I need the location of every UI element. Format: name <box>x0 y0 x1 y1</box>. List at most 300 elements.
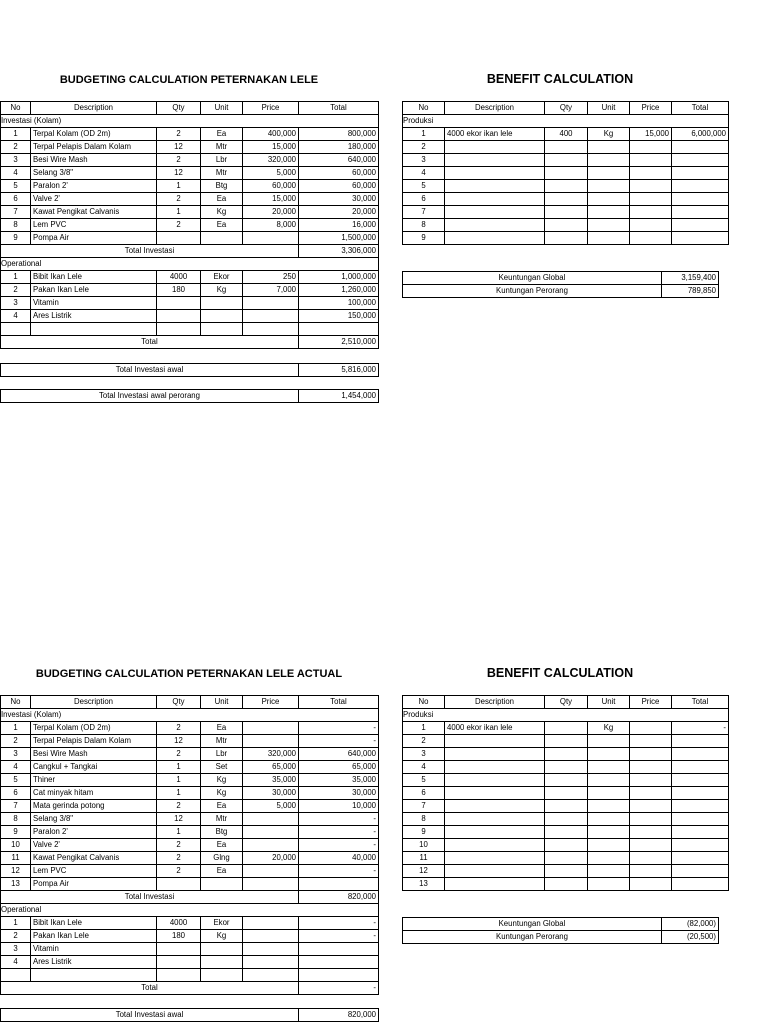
row-unit <box>201 943 243 956</box>
row-description <box>445 167 545 180</box>
row-qty <box>545 761 588 774</box>
row-price: 7,000 <box>243 284 299 297</box>
row-qty <box>545 774 588 787</box>
row-description <box>445 193 545 206</box>
row-price <box>630 878 672 891</box>
row-total: - <box>299 930 379 943</box>
table-row <box>1 271 379 284</box>
operational-section-label: Operational <box>1 904 379 917</box>
row-qty <box>157 232 201 245</box>
header-total: Total <box>672 696 729 709</box>
row-price <box>243 930 299 943</box>
header-row <box>1 696 379 709</box>
row-total: 800,000 <box>299 128 379 141</box>
row-qty: 12 <box>157 813 201 826</box>
row-total <box>672 800 729 813</box>
row-total <box>299 969 379 982</box>
row-total: - <box>299 826 379 839</box>
row-qty <box>157 943 201 956</box>
row-qty <box>545 748 588 761</box>
row-price <box>630 852 672 865</box>
row-no: 8 <box>1 219 31 232</box>
row-price <box>243 232 299 245</box>
row-unit <box>588 761 630 774</box>
row-no: 1 <box>1 128 31 141</box>
row-total <box>672 232 729 245</box>
row-no: 2 <box>403 735 445 748</box>
row-price <box>630 722 672 735</box>
row-qty <box>157 969 201 982</box>
row-unit <box>201 956 243 969</box>
row-no: 8 <box>1 813 31 826</box>
row-no: 1 <box>403 722 445 735</box>
row-unit: Ea <box>201 128 243 141</box>
row-total: - <box>299 839 379 852</box>
header-description: Description <box>31 696 157 709</box>
row-description <box>445 206 545 219</box>
row-no: 6 <box>1 193 31 206</box>
row-total: - <box>299 735 379 748</box>
row-description <box>445 774 545 787</box>
row-no: 9 <box>403 826 445 839</box>
row-price <box>243 969 299 982</box>
table-row <box>1 839 379 852</box>
header-no: No <box>1 102 31 115</box>
total-operational-row-label: Total <box>1 336 299 349</box>
table-row <box>1 167 379 180</box>
row-qty <box>545 722 588 735</box>
row-unit: Kg <box>201 774 243 787</box>
row-description: Paralon 2' <box>31 180 157 193</box>
row-price: 400,000 <box>243 128 299 141</box>
row-description: Vitamin <box>31 943 157 956</box>
row-qty <box>545 865 588 878</box>
row-unit: Ea <box>201 722 243 735</box>
row-qty <box>545 787 588 800</box>
row-qty: 1 <box>157 826 201 839</box>
table-row <box>1 154 379 167</box>
table-row <box>1 943 379 956</box>
row-price <box>243 878 299 891</box>
row-qty: 12 <box>157 167 201 180</box>
row-price: 20,000 <box>243 852 299 865</box>
row-description: Valve 2' <box>31 193 157 206</box>
row-total: 640,000 <box>299 154 379 167</box>
benefit-actual-title: BENEFIT CALCULATION <box>486 666 634 680</box>
row-total <box>672 219 729 232</box>
row-total: 40,000 <box>299 852 379 865</box>
table-row <box>403 722 729 735</box>
row-total <box>672 852 729 865</box>
row-description <box>445 800 545 813</box>
produksi-section <box>403 115 729 128</box>
row-total <box>672 735 729 748</box>
row-unit: Btg <box>201 180 243 193</box>
table-row <box>403 206 729 219</box>
row-no: 13 <box>1 878 31 891</box>
row-unit <box>588 206 630 219</box>
budget-table <box>0 101 379 349</box>
keuntungan-global-label: Keuntungan Global <box>403 272 662 285</box>
row-price <box>630 193 672 206</box>
row-no: 12 <box>403 865 445 878</box>
row-description: Terpal Kolam (OD 2m) <box>31 128 157 141</box>
row-no: 2 <box>1 930 31 943</box>
row-unit: Ekor <box>201 271 243 284</box>
row-total <box>299 878 379 891</box>
row-no: 2 <box>1 141 31 154</box>
header-row <box>403 102 729 115</box>
row-price: 20,000 <box>243 206 299 219</box>
row-no: 3 <box>403 748 445 761</box>
row-price <box>243 813 299 826</box>
row-price: 15,000 <box>243 141 299 154</box>
row-qty: 12 <box>157 735 201 748</box>
row-unit <box>588 141 630 154</box>
row-unit <box>588 878 630 891</box>
investasi-section-label: Investasi (Kolam) <box>1 709 379 722</box>
keuntungan-global-label: Keuntungan Global <box>403 918 662 931</box>
row-no: 3 <box>403 154 445 167</box>
row-no <box>1 323 31 336</box>
header-row <box>403 696 729 709</box>
table-row <box>403 865 729 878</box>
total-investasi-row-label: Total Investasi <box>1 891 299 904</box>
row-price <box>630 206 672 219</box>
row-unit <box>201 310 243 323</box>
operational-section <box>1 904 379 917</box>
row-no: 10 <box>1 839 31 852</box>
row-price: 5,000 <box>243 800 299 813</box>
row-price <box>630 774 672 787</box>
row-qty <box>545 852 588 865</box>
row-description: Besi Wire Mash <box>31 748 157 761</box>
row-unit <box>201 878 243 891</box>
row-no: 2 <box>1 735 31 748</box>
row-no: 1 <box>1 722 31 735</box>
row-unit <box>588 852 630 865</box>
row-total: - <box>299 722 379 735</box>
row-no: 3 <box>1 748 31 761</box>
table-row <box>1 930 379 943</box>
row-total: 1,500,000 <box>299 232 379 245</box>
operational-section-label: Operational <box>1 258 379 271</box>
row-no: 6 <box>1 787 31 800</box>
total-awal-table <box>0 363 379 377</box>
row-qty: 2 <box>157 219 201 232</box>
row-price <box>630 154 672 167</box>
row-price <box>243 943 299 956</box>
table-row <box>403 735 729 748</box>
row-description <box>445 154 545 167</box>
row-unit <box>588 826 630 839</box>
row-description: Kawat Pengikat Calvanis <box>31 852 157 865</box>
row-price <box>630 826 672 839</box>
table-row <box>1 297 379 310</box>
row-total: 180,000 <box>299 141 379 154</box>
row-qty: 2 <box>157 865 201 878</box>
row-total <box>672 774 729 787</box>
row-total <box>672 180 729 193</box>
row-description: Selang 3/8" <box>31 813 157 826</box>
row-total: 30,000 <box>299 193 379 206</box>
header-price: Price <box>243 102 299 115</box>
total-investasi-row-label: Total Investasi <box>1 245 299 258</box>
table-row <box>1 206 379 219</box>
row-description <box>31 969 157 982</box>
keuntungan-global-row <box>403 918 719 931</box>
header-total: Total <box>672 102 729 115</box>
row-description <box>445 878 545 891</box>
row-description <box>445 826 545 839</box>
row-price <box>630 865 672 878</box>
row-qty: 400 <box>545 128 588 141</box>
row-no: 3 <box>1 154 31 167</box>
total-investasi-row <box>1 891 379 904</box>
row-description: Valve 2' <box>31 839 157 852</box>
table-row <box>403 839 729 852</box>
row-total <box>299 943 379 956</box>
row-qty: 2 <box>157 800 201 813</box>
row-description: 4000 ekor ikan lele <box>445 722 545 735</box>
row-price <box>630 180 672 193</box>
row-qty <box>157 878 201 891</box>
row-price <box>243 735 299 748</box>
row-total <box>299 323 379 336</box>
row-total: 640,000 <box>299 748 379 761</box>
keuntungan-perorang-label: Kuntungan Perorang <box>403 931 662 944</box>
row-unit: Mtr <box>201 141 243 154</box>
row-total: 16,000 <box>299 219 379 232</box>
row-unit: Kg <box>201 284 243 297</box>
row-qty: 2 <box>157 839 201 852</box>
row-price <box>243 956 299 969</box>
row-unit: Ea <box>201 839 243 852</box>
table-row <box>1 787 379 800</box>
row-description: Pakan Ikan Lele <box>31 930 157 943</box>
row-unit <box>201 323 243 336</box>
row-total: 60,000 <box>299 167 379 180</box>
row-qty <box>545 800 588 813</box>
row-total <box>672 839 729 852</box>
row-description: Terpal Kolam (OD 2m) <box>31 722 157 735</box>
table-row <box>403 219 729 232</box>
row-price: 60,000 <box>243 180 299 193</box>
row-unit: Lbr <box>201 748 243 761</box>
table-row <box>403 826 729 839</box>
budget-title: BUDGETING CALCULATION PETERNAKAN LELE <box>59 74 319 86</box>
row-qty <box>545 167 588 180</box>
total-investasi-row-value: 820,000 <box>299 891 379 904</box>
keuntungan-perorang-row <box>403 931 719 944</box>
row-total <box>672 167 729 180</box>
table-row <box>1 141 379 154</box>
header-price: Price <box>243 696 299 709</box>
header-unit: Unit <box>201 102 243 115</box>
row-qty <box>157 310 201 323</box>
row-qty: 2 <box>157 722 201 735</box>
row-description: Besi Wire Mash <box>31 154 157 167</box>
row-no: 4 <box>403 167 445 180</box>
row-description: Pompa Air <box>31 878 157 891</box>
row-unit: Ekor <box>201 917 243 930</box>
header-no: No <box>403 102 445 115</box>
row-unit <box>588 865 630 878</box>
row-unit <box>588 774 630 787</box>
row-no: 9 <box>1 826 31 839</box>
row-qty: 180 <box>157 930 201 943</box>
row-total <box>672 813 729 826</box>
row-qty <box>545 839 588 852</box>
row-price <box>630 787 672 800</box>
row-no: 11 <box>403 852 445 865</box>
row-no: 4 <box>403 761 445 774</box>
row-total <box>672 141 729 154</box>
row-unit <box>588 839 630 852</box>
row-no: 7 <box>403 800 445 813</box>
row-description: Lem PVC <box>31 865 157 878</box>
row-unit <box>588 219 630 232</box>
row-qty: 4000 <box>157 271 201 284</box>
row-price <box>630 761 672 774</box>
row-unit <box>588 787 630 800</box>
row-unit: Kg <box>588 722 630 735</box>
row-total <box>672 193 729 206</box>
operational-section <box>1 258 379 271</box>
row-total: 150,000 <box>299 310 379 323</box>
row-unit <box>588 154 630 167</box>
table-row <box>1 284 379 297</box>
total-operational-row-value: 2,510,000 <box>299 336 379 349</box>
row-description: 4000 ekor ikan lele <box>445 128 545 141</box>
row-price: 320,000 <box>243 154 299 167</box>
row-no: 9 <box>1 232 31 245</box>
table-row <box>1 969 379 982</box>
table-row <box>1 917 379 930</box>
row-description: Ares Listrik <box>31 956 157 969</box>
row-no: 5 <box>1 180 31 193</box>
table-row <box>403 761 729 774</box>
row-unit: Ea <box>201 193 243 206</box>
row-description <box>445 180 545 193</box>
row-unit <box>588 180 630 193</box>
row-unit: Kg <box>201 930 243 943</box>
table-row <box>403 852 729 865</box>
row-qty <box>157 297 201 310</box>
row-unit <box>588 813 630 826</box>
table-row <box>1 748 379 761</box>
benefit-table <box>402 101 729 245</box>
produksi-section-label: Produksi <box>403 115 729 128</box>
row-total <box>672 865 729 878</box>
row-unit: Kg <box>588 128 630 141</box>
table-row <box>1 826 379 839</box>
table-row <box>403 167 729 180</box>
row-total <box>672 878 729 891</box>
header-description: Description <box>445 102 545 115</box>
row-unit: Glng <box>201 852 243 865</box>
row-qty: 4000 <box>157 917 201 930</box>
keuntungan-actual-table <box>402 917 719 944</box>
row-no: 3 <box>1 297 31 310</box>
row-description: Pakan Ikan Lele <box>31 284 157 297</box>
table-row <box>403 748 729 761</box>
row-description: Ares Listrik <box>31 310 157 323</box>
table-row <box>403 774 729 787</box>
row-price <box>243 839 299 852</box>
row-qty: 2 <box>157 193 201 206</box>
row-unit <box>588 193 630 206</box>
row-total: 1,260,000 <box>299 284 379 297</box>
row-description: Bibit Ikan Lele <box>31 271 157 284</box>
header-price: Price <box>630 102 672 115</box>
row-total: 35,000 <box>299 774 379 787</box>
benefit-actual-table <box>402 695 729 891</box>
total-operational-row <box>1 336 379 349</box>
total-perorang-table <box>0 389 379 403</box>
total-investasi-row <box>1 245 379 258</box>
budget-actual-title: BUDGETING CALCULATION PETERNAKAN LELE ACTUAL <box>35 668 343 680</box>
row-total: 100,000 <box>299 297 379 310</box>
total-investasi-row-value: 3,306,000 <box>299 245 379 258</box>
row-no: 1 <box>403 128 445 141</box>
row-no: 7 <box>1 206 31 219</box>
row-total <box>672 154 729 167</box>
row-qty <box>157 956 201 969</box>
keuntungan-global-value: (82,000) <box>662 918 719 931</box>
row-qty: 180 <box>157 284 201 297</box>
row-qty <box>545 219 588 232</box>
header-unit: Unit <box>588 102 630 115</box>
investasi-section-label: Investasi (Kolam) <box>1 115 379 128</box>
row-no: 4 <box>1 761 31 774</box>
row-qty <box>545 878 588 891</box>
row-price: 320,000 <box>243 748 299 761</box>
keuntungan-perorang-label: Kuntungan Perorang <box>403 285 662 298</box>
row-qty: 1 <box>157 761 201 774</box>
row-description: Cangkul + Tangkai <box>31 761 157 774</box>
row-description: Cat minyak hitam <box>31 787 157 800</box>
table-row <box>403 232 729 245</box>
budget-actual-table <box>0 695 379 995</box>
row-no: 8 <box>403 813 445 826</box>
table-row <box>1 323 379 336</box>
table-row <box>1 774 379 787</box>
row-qty <box>545 193 588 206</box>
table-row <box>403 180 729 193</box>
row-qty: 1 <box>157 774 201 787</box>
table-row <box>403 141 729 154</box>
table-row <box>403 800 729 813</box>
row-no: 2 <box>403 141 445 154</box>
row-unit <box>588 167 630 180</box>
row-qty: 2 <box>157 852 201 865</box>
row-unit: Kg <box>201 206 243 219</box>
row-unit <box>201 969 243 982</box>
row-unit <box>588 232 630 245</box>
row-no: 6 <box>403 787 445 800</box>
row-description <box>445 232 545 245</box>
row-description <box>445 748 545 761</box>
header-unit: Unit <box>201 696 243 709</box>
row-unit: Mtr <box>201 813 243 826</box>
keuntungan-global-value: 3,159,400 <box>662 272 719 285</box>
investasi-section <box>1 709 379 722</box>
row-unit: Mtr <box>201 167 243 180</box>
row-no: 11 <box>1 852 31 865</box>
row-total: 65,000 <box>299 761 379 774</box>
row-description: Paralon 2' <box>31 826 157 839</box>
